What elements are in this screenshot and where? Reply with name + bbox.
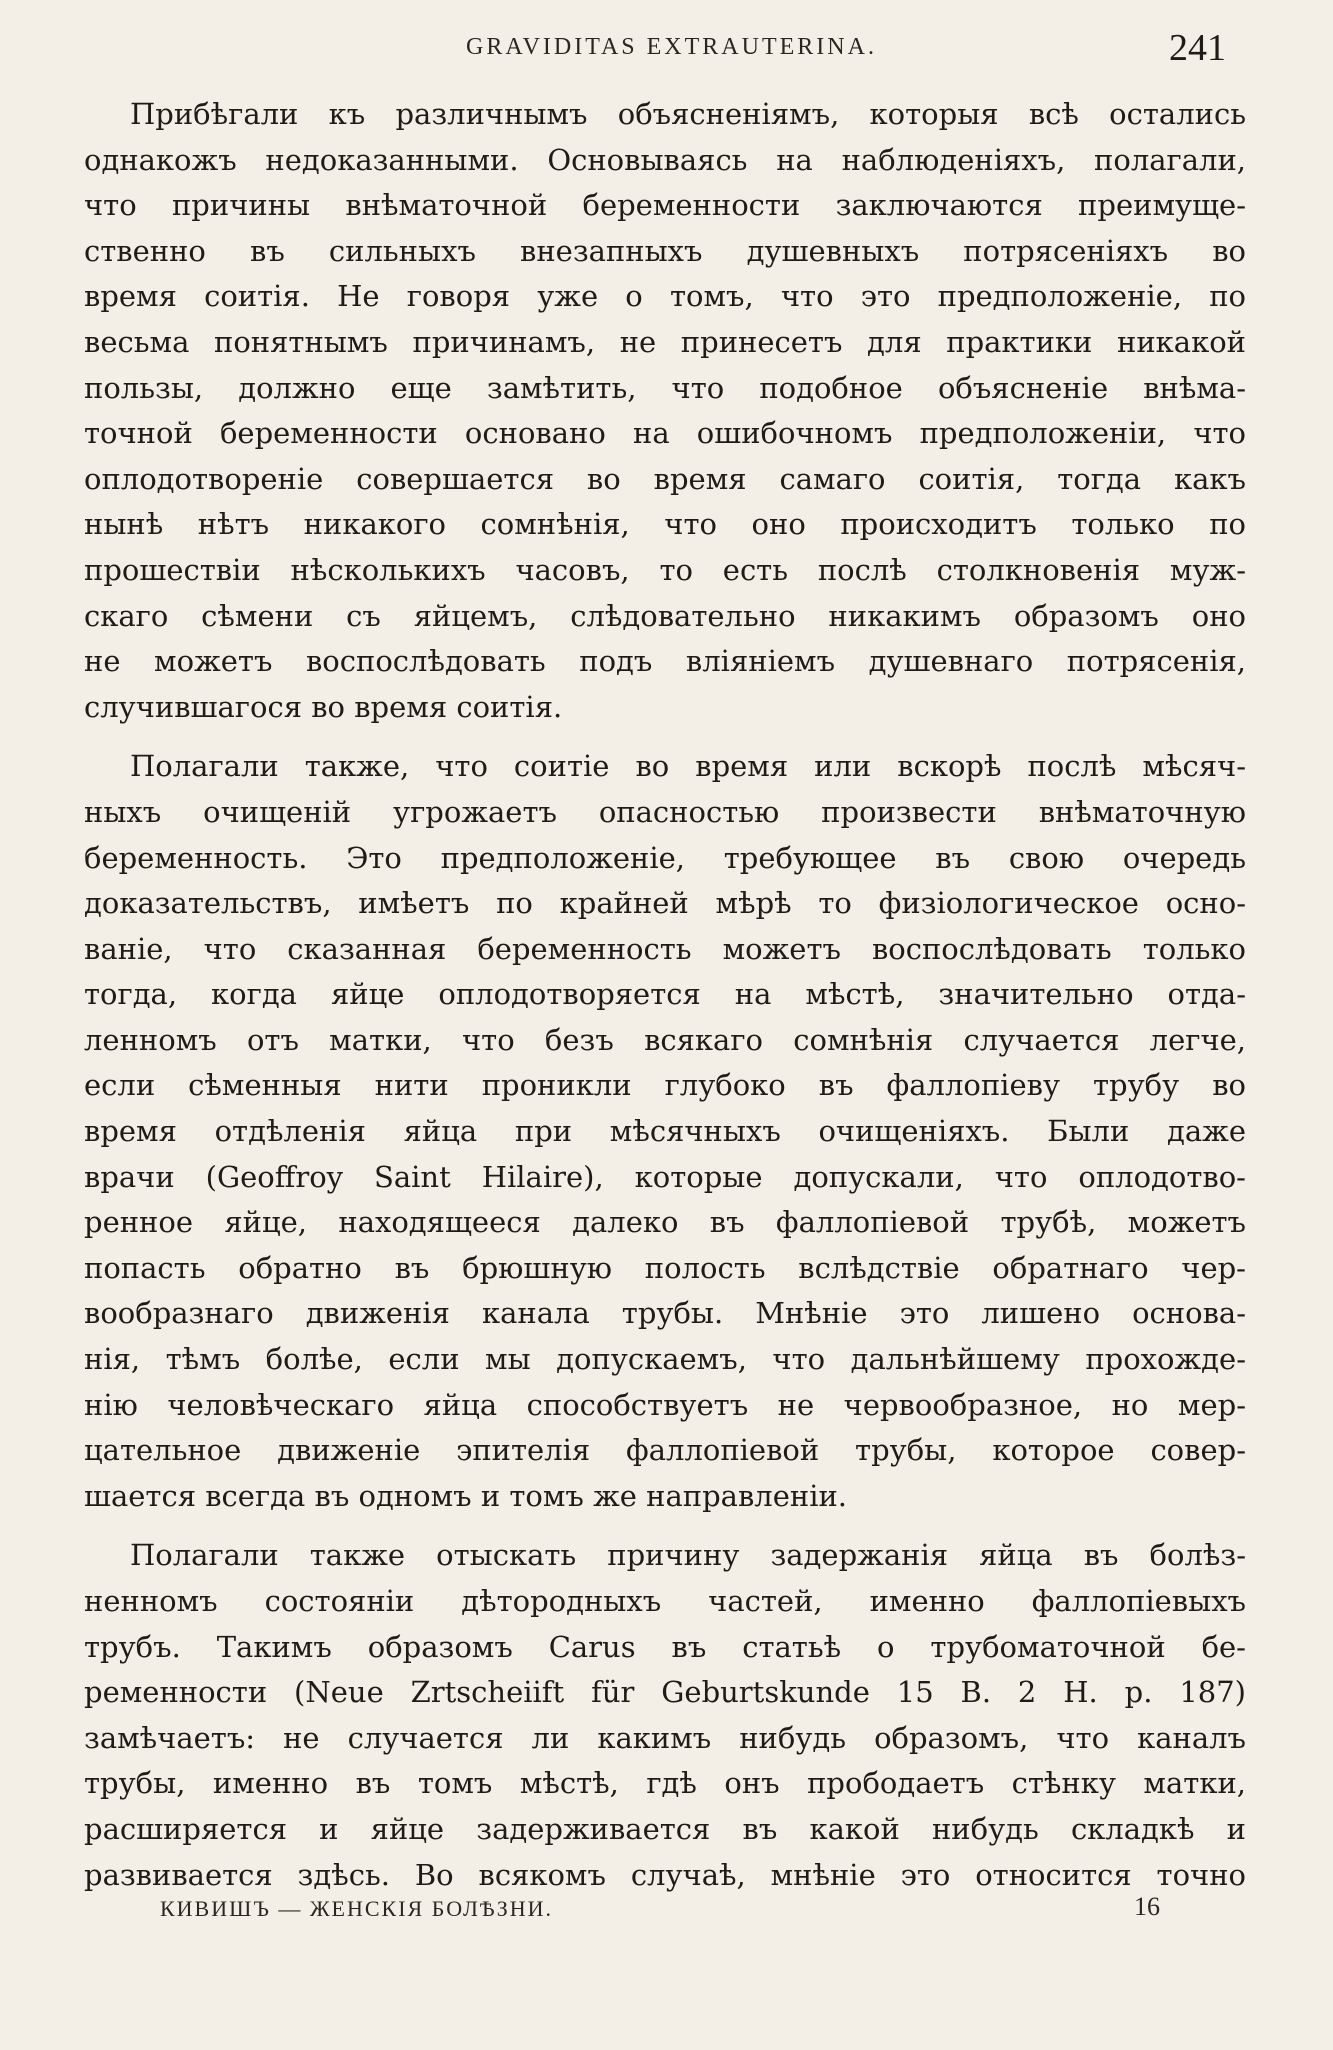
paragraph-2	[84, 744, 1246, 1519]
text-line: время отдѣленія яйца при мѣсячныхъ очищеніяхъ. Были даже	[84, 1114, 1246, 1149]
text-line: случившагося во время соитія.	[84, 689, 563, 724]
text-line: попасть обратно въ брюшную полость вслѣдствіе обратнаго чер-	[84, 1250, 1246, 1285]
text-line: точной беременности основано на ошибочномъ предположеніи, что	[84, 416, 1246, 451]
text-line: цательное движеніе эпителія фаллопіевой трубы, которое совер-	[84, 1433, 1246, 1468]
text-line: ненномъ состояніи дѣтородныхъ частей, именно фаллопіевыхъ	[84, 1584, 1246, 1618]
text-line: ственно въ сильныхъ внезапныхъ душевныхъ потрясеніяхъ во	[84, 233, 1246, 268]
text-line: нынѣ нѣтъ никакого сомнѣнія, что оно происходитъ только по	[84, 507, 1246, 542]
text-line: беременность. Это предположеніе, требующее въ свою очередь	[84, 840, 1246, 875]
text-line: тогда, когда яйце оплодотворяется на мѣстѣ, значительно отда-	[84, 977, 1246, 1012]
text-line: трубъ. Такимъ образомъ Carus въ статьѣ о трубоматочной бе-	[84, 1629, 1246, 1664]
paragraph-3	[84, 1533, 1246, 1898]
text-line: замѣчаетъ: не случается ли какимъ нибудь образомъ, что каналъ	[84, 1720, 1246, 1755]
text-line: развивается здѣсь. Во всякомъ случаѣ, мнѣніе это относится точно	[84, 1857, 1246, 1892]
page-footer	[160, 1892, 1170, 1936]
text-line: если сѣменныя нити проникли глубоко въ фаллопіеву трубу во	[84, 1068, 1246, 1103]
text-line: оплодотвореніе совершается во время самаго соитія, тогда какъ	[84, 461, 1246, 496]
text-line: ваніе, что сказанная беременность можетъ воспослѣдовать только	[84, 931, 1246, 966]
text-line: нію человѣческаго яйца способствуетъ не червообразное, но мер-	[84, 1387, 1246, 1422]
text-line: ренное яйце, находящееся далеко въ фаллопіевой трубѣ, можетъ	[84, 1205, 1246, 1240]
text-line: пользы, должно еще замѣтить, что подобное объясненіе внѣма-	[84, 370, 1246, 405]
text-line: Полагали также, что соитіе во время или вскорѣ послѣ мѣсяч-	[130, 749, 1246, 784]
text-line: Прибѣгали къ различнымъ объясненіямъ, которыя всѣ остались	[130, 97, 1246, 131]
running-title: GRAVIDITAS EXTRAUTERINA.	[466, 34, 877, 60]
page-number: 241	[1169, 27, 1226, 69]
text-line: время соитія. Не говоря уже о томъ, что это предположеніе, по	[84, 279, 1246, 314]
text-line: прошествіи нѣсколькихъ часовъ, то есть послѣ столкновенія муж-	[84, 552, 1246, 587]
text-line: весьма понятнымъ причинамъ, не принесетъ для практики никакой	[84, 324, 1246, 359]
text-line: ленномъ отъ матки, что безъ всякаго сомнѣнія случается легче,	[84, 1022, 1246, 1057]
text-line: что причины внѣматочной беременности заключаются преимуще-	[84, 188, 1246, 223]
text-line: нія, тѣмъ болѣе, если мы допускаемъ, что дальнѣйшему прохожде-	[84, 1342, 1246, 1377]
body-text	[84, 92, 1246, 1898]
text-line: скаго сѣмени съ яйцемъ, слѣдовательно никакимъ образомъ оно	[84, 598, 1246, 633]
signature-line: КИВИШЪ — ЖЕНСКІЯ БОЛѢЗНИ.	[160, 1896, 553, 1921]
text-line: трубы, именно въ томъ мѣстѣ, гдѣ онъ прободаетъ стѣнку матки,	[84, 1766, 1246, 1801]
text-line: вообразнаго движенія канала трубы. Мнѣніе это лишено основа-	[84, 1296, 1246, 1331]
text-line: врачи (Geoffroy Saint Hilaire), которые допускали, что оплодотво-	[84, 1159, 1246, 1194]
text-line: однакожъ недоказанными. Основываясь на наблюденіяхъ, полагали,	[84, 142, 1246, 177]
text-line: не можетъ воспослѣдовать подъ вліяніемъ душевнаго потрясенія,	[84, 644, 1246, 679]
text-line: Полагали также отыскать причину задержанія яйца въ болѣз-	[130, 1538, 1246, 1573]
text-line: расширяется и яйце задерживается въ какой нибудь складкѣ и	[84, 1811, 1246, 1846]
text-line: доказательствъ, имѣетъ по крайней мѣрѣ то физіологическое осно-	[84, 886, 1246, 921]
text-line: шается всегда въ одномъ и томъ же направленіи.	[84, 1478, 848, 1513]
sheet-number: 16	[1134, 1892, 1160, 1921]
text-line: ременности (Neue Zrtscheiift für Geburtskunde 15 B. 2 H. p. 187)	[84, 1675, 1246, 1710]
running-head	[86, 24, 1246, 72]
paragraph-1	[84, 92, 1246, 730]
text-line: ныхъ очищеній угрожаетъ опасностью произвести внѣматочную	[84, 794, 1246, 829]
